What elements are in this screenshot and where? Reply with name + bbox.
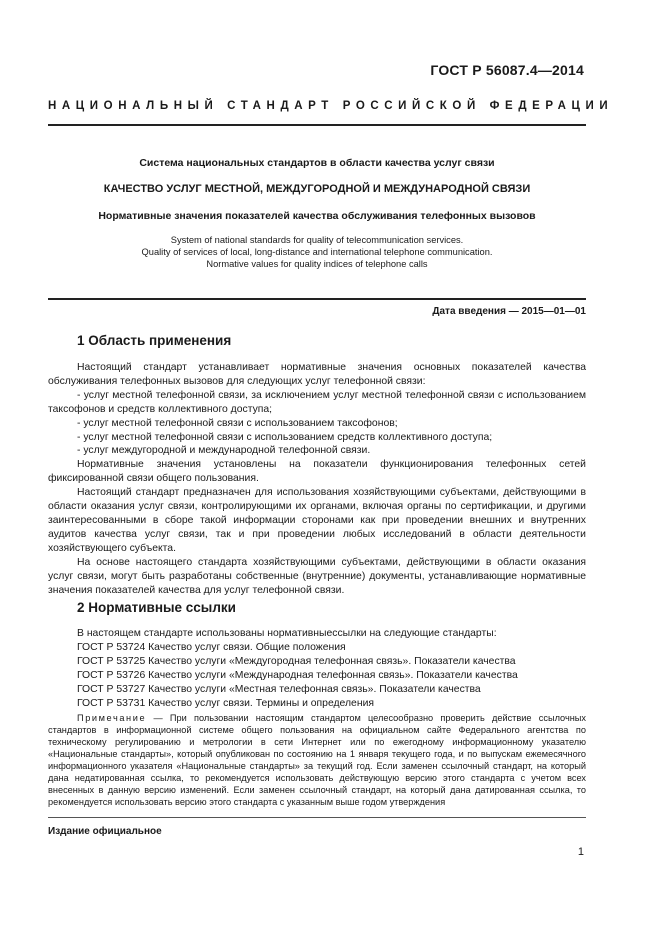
- paragraph: В настоящем стандарте использованы нормативныессылки на следующие стандарты:: [77, 628, 497, 639]
- subtitle: Нормативные значения показателей качества обслуживания телефонных вызовов: [98, 210, 536, 222]
- paragraph: На основе настоящего стандарта хозяйствующими субъектами, действующими в области оказания услуг связи, могут быть разработаны собственные (внутренние) документы, устанавливающие нормативные значения показателей качества для услуг телефонной связи.: [48, 556, 586, 596]
- english-title: [48, 234, 586, 270]
- reference-item: ГОСТ Р 53727 Качество услуги «Местная телефонная связь». Показатели качества: [77, 683, 481, 695]
- note-label: Примечание: [77, 713, 147, 723]
- english-title-line: System of national standards for quality of telecommunication services.: [170, 235, 464, 245]
- list-item: - услуг местной телефонной связи с использованием таксофонов;: [77, 417, 398, 429]
- paragraph: Настоящий стандарт предназначен для использования хозяйствующими субъектами, действующими в области оказания услуг связи, контролирующими их органами, включая органы по сертификации, и другими заинтересованными в сборе такой информации сторонами как при проведении внешних и внутренних аудитов качества услуг связи, так и при проведении любых исследований в области деятельности хозяйствующего субъекта.: [48, 487, 586, 554]
- main-title: КАЧЕСТВО УСЛУГ МЕСТНОЙ, МЕЖДУГОРОДНОЙ И МЕЖДУНАРОДНОЙ СВЯЗИ: [103, 183, 531, 195]
- national-standard-banner: НАЦИОНАЛЬНЫЙ СТАНДАРТ РОССИЙСКОЙ ФЕДЕРАЦИИ: [48, 100, 614, 112]
- footer-divider: [48, 817, 586, 818]
- top-divider: [48, 124, 586, 126]
- note-text: — При пользовании настоящим стандартом целесообразно проверить действие ссылочных стандартов в информационной системе общего пользования на официальном сайте Федерального агентства по техническому регулированию и метрологии в сети Интернет или по ежегодному информационному указателю «Национальные стандарты», который опубликован по состоянию на 1 января текущего года, и по выпускам ежемесячного информационного указателя «Национальные стандарты» за текущий год. Если заменен ссылочный стандарт, на который дана недатированная ссылка, то рекомендуется использовать действующую версию этого стандарта с учетом всех внесенных в данную версию изменений. Если заменен ссылочный стандарт, на который дана датированная ссылка, то рекомендуется использовать версию этого стандарта с указанным выше годом утверждения: [48, 713, 586, 807]
- system-title: Система национальных стандартов в области качества услуг связи: [139, 157, 495, 169]
- list-item: - услуг местной телефонной связи, за исключением услуг местной телефонной связи с использованием таксофонов и средств коллективного доступа;: [48, 389, 586, 415]
- reference-item: ГОСТ Р 53731 Качество услуг связи. Термины и определения: [77, 697, 375, 709]
- introduction-date: Дата введения — 2015—01—01: [432, 306, 586, 317]
- reference-item: ГОСТ Р 53725 Качество услуги «Междугородная телефонная связь». Показатели качества: [77, 655, 516, 667]
- list-item: - услуг местной телефонной связи с использованием средств коллективного доступа;: [77, 431, 493, 443]
- reference-item: ГОСТ Р 53724 Качество услуг связи. Общие положения: [77, 641, 346, 653]
- reference-item: ГОСТ Р 53726 Качество услуги «Международная телефонная связь». Показатели качества: [77, 669, 518, 681]
- note: [48, 712, 586, 808]
- title-divider: [48, 298, 586, 300]
- edition-label: Издание официальное: [48, 826, 162, 837]
- section-1-heading: 1 Область применения: [77, 333, 232, 348]
- english-title-line: Normative values for quality indices of telephone calls: [206, 259, 428, 269]
- paragraph: Настоящий стандарт устанавливает нормативные значения основных показателей качества обслуживания телефонных вызовов для следующих услуг телефонной связи:: [48, 362, 586, 387]
- section-2-body: [48, 627, 586, 710]
- list-item: - услуг междугородной и международной телефонной связи.: [77, 445, 371, 457]
- section-1-body: [48, 361, 586, 597]
- english-title-line: Quality of services of local, long-distance and international telephone communication.: [141, 247, 493, 257]
- paragraph: Нормативные значения установлены на показатели функционирования телефонных сетей фиксированной связи общего пользования.: [48, 459, 586, 485]
- standard-code: ГОСТ Р 56087.4—2014: [430, 62, 584, 78]
- page-number: 1: [577, 846, 584, 858]
- section-2-heading: 2 Нормативные ссылки: [77, 600, 236, 615]
